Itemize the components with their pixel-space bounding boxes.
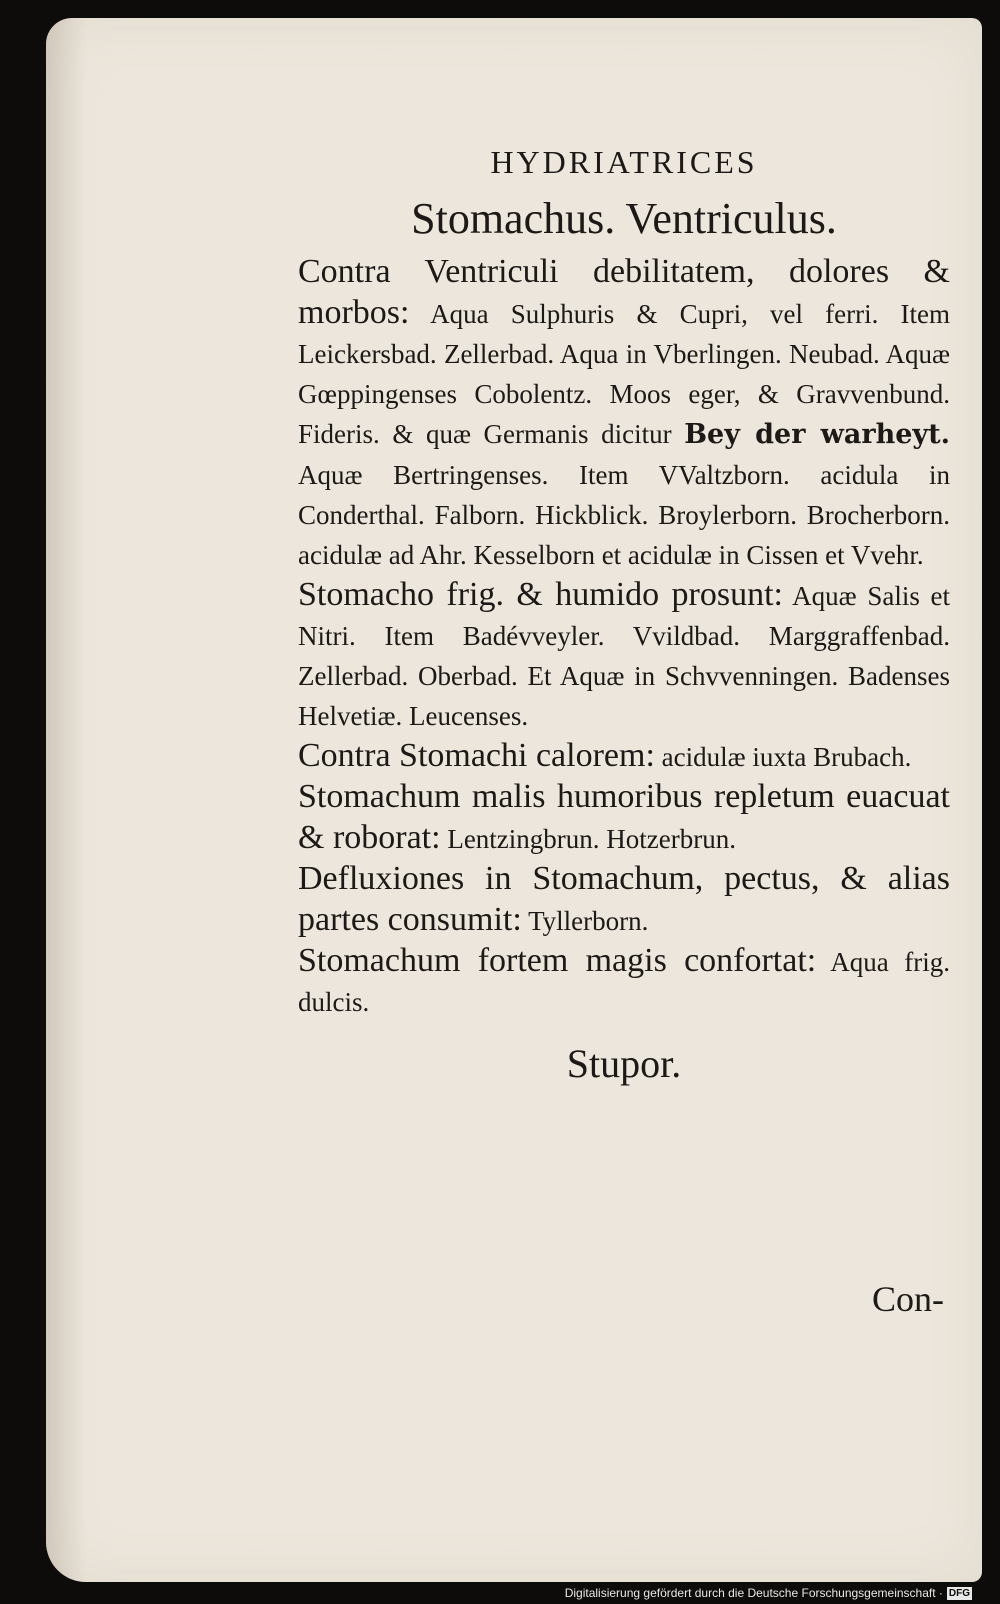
entry-lead: Contra Ventriculi debilitatem, dolores & morbos: — [298, 253, 950, 331]
entry-tail: Aquæ Bertringenses. Item VValtzborn. acidula in Conderthal. Falborn. Hickblick. Broylerborn. Brocherborn. acidulæ ad Ahr. Kesselborn et acidulæ in Cissen et Vvehr. — [298, 460, 950, 570]
entry-blackletter: Bey der warheyt. — [684, 419, 950, 450]
entry-body: Tyllerborn. — [528, 906, 649, 936]
next-section-title: Stupor. — [566, 1041, 682, 1086]
digitization-credit — [565, 1586, 972, 1600]
text-block — [298, 144, 950, 1087]
entry-lead: Stomacho frig. & humido prosunt: — [298, 576, 783, 613]
entry-lead: Contra Stomachi calorem: — [298, 737, 655, 774]
section-title: Stomachus. Ventriculus. — [411, 194, 837, 243]
entry-body: acidulæ iuxta Brubach. — [661, 742, 912, 772]
entry-stomachum-fortem — [298, 941, 950, 1022]
credit-text: Digitalisierung gefördert durch die Deutsche Forschungsgemeinschaft · — [564, 1586, 943, 1600]
dfg-logo-icon: DFG — [948, 1587, 970, 1599]
entry-body: Aqua frig. dulcis. — [298, 947, 950, 1017]
catchword: Con- — [872, 1279, 944, 1319]
entry-stomachum-repletum — [298, 777, 950, 859]
entry-lead: Defluxiones in Stomachum, pectus, & alias partes consumit: — [298, 860, 950, 938]
entry-lead: Stomachum fortem magis confortat: — [298, 942, 817, 979]
entry-stomacho-frig — [298, 575, 950, 736]
running-head: HYDRIATRICES — [490, 144, 758, 180]
entry-lead: Stomachum malis humoribus repletum euacuat & roborat: — [298, 778, 950, 856]
entry-body: Lentzingbrun. Hotzerbrun. — [447, 824, 736, 854]
book-page — [46, 18, 982, 1582]
entry-defluxiones — [298, 859, 950, 941]
entry-body: Aqua Sulphuris & Cupri, vel ferri. Item Leickersbad. Zellerbad. Aqua in Vberlingen. Neubad. Aquæ Gœppingenses Cobolentz. Moos eger, & Gravvenbund. Fideris. & quæ Germanis dicitur — [298, 299, 950, 449]
entry-ventriculi — [298, 252, 950, 575]
entry-body: Aquæ Salis et Nitri. Item Badévveyler. Vvildbad. Marggraffenbad. Zellerbad. Oberbad. Et Aquæ in Schvvenningen. Badenses Helvetiæ. Leucenses. — [298, 581, 950, 731]
entry-stomachi-calorem — [298, 736, 950, 777]
